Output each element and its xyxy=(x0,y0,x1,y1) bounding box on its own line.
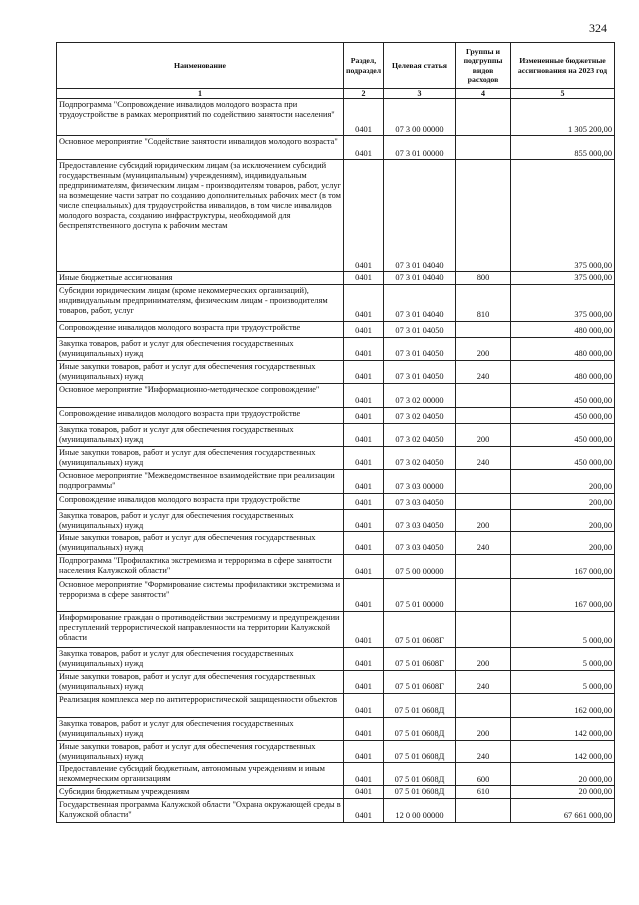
row-target-code: 07 5 01 0608Г xyxy=(384,648,456,671)
row-name: Основное мероприятие "Содействие занятости инвалидов молодого возраста" xyxy=(57,136,344,160)
header-group: Группы и подгруппы видов расходов xyxy=(456,43,511,89)
row-amount: 142 000,00 xyxy=(511,740,615,763)
row-section: 0401 xyxy=(344,799,384,823)
row-target-code: 07 3 01 04040 xyxy=(384,272,456,285)
header-number: 1 xyxy=(57,89,344,99)
table-row xyxy=(57,407,615,423)
row-name: Закупка товаров, работ и услуг для обеспечения государственных (муниципальных) нужд xyxy=(57,338,344,361)
row-expense-group: 200 xyxy=(456,717,511,740)
row-section: 0401 xyxy=(344,407,384,423)
row-expense-group xyxy=(456,383,511,407)
header-name: Наименование xyxy=(57,43,344,89)
row-expense-group: 200 xyxy=(456,338,511,361)
row-target-code: 07 3 01 04050 xyxy=(384,338,456,361)
table-row xyxy=(57,285,615,322)
row-name: Основное мероприятие "Формирование системы профилактики экстремизма и терроризма в сфере занятости" xyxy=(57,579,344,612)
row-target-code: 07 3 02 04050 xyxy=(384,407,456,423)
row-section: 0401 xyxy=(344,763,384,786)
row-target-code: 12 0 00 00000 xyxy=(384,799,456,823)
table-row xyxy=(57,160,615,272)
row-section: 0401 xyxy=(344,532,384,555)
row-expense-group: 240 xyxy=(456,446,511,469)
row-expense-group xyxy=(456,799,511,823)
row-section: 0401 xyxy=(344,612,384,648)
row-expense-group xyxy=(456,99,511,136)
row-amount: 167 000,00 xyxy=(511,579,615,612)
row-expense-group xyxy=(456,160,511,272)
table-row xyxy=(57,322,615,338)
row-amount: 200,00 xyxy=(511,509,615,532)
table-row xyxy=(57,383,615,407)
row-amount: 450 000,00 xyxy=(511,383,615,407)
row-name: Государственная программа Калужской области "Охрана окружающей среды в Калужской области" xyxy=(57,799,344,823)
row-target-code: 07 3 00 00000 xyxy=(384,99,456,136)
table-row xyxy=(57,272,615,285)
row-amount: 20 000,00 xyxy=(511,763,615,786)
table-row xyxy=(57,799,615,823)
row-section: 0401 xyxy=(344,446,384,469)
row-amount: 450 000,00 xyxy=(511,423,615,446)
row-expense-group: 810 xyxy=(456,285,511,322)
row-amount: 5 000,00 xyxy=(511,671,615,694)
table-row xyxy=(57,693,615,717)
row-name: Закупка товаров, работ и услуг для обеспечения государственных (муниципальных) нужд xyxy=(57,423,344,446)
row-expense-group: 800 xyxy=(456,272,511,285)
row-expense-group: 200 xyxy=(456,509,511,532)
row-expense-group: 610 xyxy=(456,786,511,799)
row-expense-group xyxy=(456,493,511,509)
table-row xyxy=(57,671,615,694)
row-name: Реализация комплекса мер по антитеррористической защищенности объектов xyxy=(57,693,344,717)
row-expense-group xyxy=(456,612,511,648)
row-expense-group xyxy=(456,579,511,612)
table-row xyxy=(57,579,615,612)
row-target-code: 07 3 02 04050 xyxy=(384,423,456,446)
row-expense-group xyxy=(456,693,511,717)
row-section: 0401 xyxy=(344,469,384,493)
row-name: Закупка товаров, работ и услуг для обеспечения государственных (муниципальных) нужд xyxy=(57,509,344,532)
row-amount: 450 000,00 xyxy=(511,446,615,469)
row-amount: 1 305 200,00 xyxy=(511,99,615,136)
row-name: Закупка товаров, работ и услуг для обеспечения государственных (муниципальных) нужд xyxy=(57,717,344,740)
table-row xyxy=(57,338,615,361)
table-row xyxy=(57,786,615,799)
table-row xyxy=(57,99,615,136)
row-section: 0401 xyxy=(344,285,384,322)
row-section: 0401 xyxy=(344,740,384,763)
header-number: 5 xyxy=(511,89,615,99)
row-target-code: 07 3 01 00000 xyxy=(384,136,456,160)
row-name: Иные закупки товаров, работ и услуг для обеспечения государственных (муниципальных) нужд xyxy=(57,532,344,555)
table-row xyxy=(57,763,615,786)
row-section: 0401 xyxy=(344,509,384,532)
row-section: 0401 xyxy=(344,693,384,717)
row-amount: 375 000,00 xyxy=(511,272,615,285)
table-row xyxy=(57,469,615,493)
row-section: 0401 xyxy=(344,160,384,272)
row-target-code: 07 3 02 00000 xyxy=(384,383,456,407)
row-target-code: 07 5 01 0608Д xyxy=(384,717,456,740)
row-name: Предоставление субсидий юридическим лицам (за исключением субсидий государственным (муниципальным) учреждениям), индивидуальным предпринимателям, физическим лицам - производителям товаров, работ, услуг на возмещение части затрат по созданию дополнительных рабочих мест (в том числе специальных) для трудоустройства инвалидов, в том числе инвалидов молодого возраста, созданию инфраструктуры, необходимой для беспрепятственного доступа к рабочим местам xyxy=(57,160,344,272)
row-expense-group: 200 xyxy=(456,648,511,671)
row-section: 0401 xyxy=(344,136,384,160)
table-row xyxy=(57,532,615,555)
row-section: 0401 xyxy=(344,338,384,361)
row-section: 0401 xyxy=(344,786,384,799)
row-target-code: 07 3 01 04040 xyxy=(384,160,456,272)
row-expense-group xyxy=(456,407,511,423)
row-section: 0401 xyxy=(344,322,384,338)
row-name: Основное мероприятие "Межведомственное взаимодействие при реализации подпрограммы" xyxy=(57,469,344,493)
row-target-code: 07 3 03 04050 xyxy=(384,493,456,509)
table-body xyxy=(57,99,615,823)
table-row xyxy=(57,446,615,469)
row-amount: 855 000,00 xyxy=(511,136,615,160)
header-number: 2 xyxy=(344,89,384,99)
row-target-code: 07 5 01 0608Д xyxy=(384,693,456,717)
row-name: Предоставление субсидий бюджетным, автономным учреждениям и иным некоммерческим организациям xyxy=(57,763,344,786)
row-expense-group: 600 xyxy=(456,763,511,786)
row-section: 0401 xyxy=(344,493,384,509)
row-target-code: 07 5 01 0608Д xyxy=(384,740,456,763)
table-row xyxy=(57,361,615,384)
row-amount: 20 000,00 xyxy=(511,786,615,799)
row-target-code: 07 3 03 00000 xyxy=(384,469,456,493)
row-target-code: 07 5 01 0608Д xyxy=(384,786,456,799)
row-name: Сопровождение инвалидов молодого возраста при трудоустройстве xyxy=(57,407,344,423)
table-row xyxy=(57,717,615,740)
row-amount: 142 000,00 xyxy=(511,717,615,740)
row-section: 0401 xyxy=(344,99,384,136)
table-row xyxy=(57,648,615,671)
page-number: 324 xyxy=(589,21,607,35)
row-amount: 200,00 xyxy=(511,532,615,555)
row-target-code: 07 5 01 00000 xyxy=(384,579,456,612)
row-expense-group xyxy=(456,555,511,579)
row-expense-group xyxy=(456,322,511,338)
row-target-code: 07 5 00 00000 xyxy=(384,555,456,579)
row-name: Основное мероприятие "Информационно-методическое сопровождение" xyxy=(57,383,344,407)
row-target-code: 07 5 01 0608Г xyxy=(384,612,456,648)
table-row xyxy=(57,136,615,160)
row-amount: 200,00 xyxy=(511,493,615,509)
table-row xyxy=(57,612,615,648)
row-section: 0401 xyxy=(344,272,384,285)
row-amount: 375 000,00 xyxy=(511,285,615,322)
row-name: Подпрограмма "Сопровождение инвалидов молодого возраста при трудоустройстве в рамках мероприятий по содействию занятости населения" xyxy=(57,99,344,136)
row-name: Иные закупки товаров, работ и услуг для обеспечения государственных (муниципальных) нужд xyxy=(57,671,344,694)
row-target-code: 07 5 01 0608Д xyxy=(384,763,456,786)
row-name: Субсидии бюджетным учреждениям xyxy=(57,786,344,799)
row-amount: 375 000,00 xyxy=(511,160,615,272)
budget-table xyxy=(56,42,615,823)
row-target-code: 07 5 01 0608Г xyxy=(384,671,456,694)
row-name: Сопровождение инвалидов молодого возраста при трудоустройстве xyxy=(57,322,344,338)
row-amount: 450 000,00 xyxy=(511,407,615,423)
row-target-code: 07 3 01 04050 xyxy=(384,322,456,338)
row-amount: 480 000,00 xyxy=(511,322,615,338)
row-name: Иные бюджетные ассигнования xyxy=(57,272,344,285)
row-expense-group: 200 xyxy=(456,423,511,446)
row-expense-group xyxy=(456,469,511,493)
table-row xyxy=(57,493,615,509)
row-name: Субсидии юридическим лицам (кроме некоммерческих организаций), индивидуальным предпринимателям, физическим лицам - производителям товаров, работ, услуг xyxy=(57,285,344,322)
row-amount: 5 000,00 xyxy=(511,612,615,648)
table-row xyxy=(57,423,615,446)
row-name: Закупка товаров, работ и услуг для обеспечения государственных (муниципальных) нужд xyxy=(57,648,344,671)
row-amount: 200,00 xyxy=(511,469,615,493)
row-expense-group: 240 xyxy=(456,361,511,384)
table-row xyxy=(57,509,615,532)
row-section: 0401 xyxy=(344,383,384,407)
row-section: 0401 xyxy=(344,555,384,579)
table-row xyxy=(57,555,615,579)
header-target: Целевая статья xyxy=(384,43,456,89)
row-section: 0401 xyxy=(344,423,384,446)
row-amount: 480 000,00 xyxy=(511,338,615,361)
row-name: Сопровождение инвалидов молодого возраста при трудоустройстве xyxy=(57,493,344,509)
header-number: 4 xyxy=(456,89,511,99)
header-section: Раздел, подраздел xyxy=(344,43,384,89)
row-amount: 5 000,00 xyxy=(511,648,615,671)
row-expense-group xyxy=(456,136,511,160)
row-amount: 67 661 000,00 xyxy=(511,799,615,823)
header-amount: Измененные бюджетные ассигнования на 2023 год xyxy=(511,43,615,89)
row-name: Подпрограмма "Профилактика экстремизма и терроризма в сфере занятости населения Калужской области" xyxy=(57,555,344,579)
row-amount: 167 000,00 xyxy=(511,555,615,579)
row-target-code: 07 3 02 04050 xyxy=(384,446,456,469)
row-name: Иные закупки товаров, работ и услуг для обеспечения государственных (муниципальных) нужд xyxy=(57,446,344,469)
row-expense-group: 240 xyxy=(456,532,511,555)
header-number: 3 xyxy=(384,89,456,99)
row-section: 0401 xyxy=(344,579,384,612)
row-target-code: 07 3 03 04050 xyxy=(384,532,456,555)
row-expense-group: 240 xyxy=(456,671,511,694)
row-section: 0401 xyxy=(344,671,384,694)
row-target-code: 07 3 01 04040 xyxy=(384,285,456,322)
row-name: Иные закупки товаров, работ и услуг для обеспечения государственных (муниципальных) нужд xyxy=(57,740,344,763)
row-target-code: 07 3 03 04050 xyxy=(384,509,456,532)
row-section: 0401 xyxy=(344,361,384,384)
row-target-code: 07 3 01 04050 xyxy=(384,361,456,384)
row-name: Информирование граждан о противодействии экстремизму и предупреждении преступлений террористической направленности на территории Калужской области xyxy=(57,612,344,648)
row-expense-group: 240 xyxy=(456,740,511,763)
row-amount: 480 000,00 xyxy=(511,361,615,384)
row-section: 0401 xyxy=(344,717,384,740)
row-name: Иные закупки товаров, работ и услуг для обеспечения государственных (муниципальных) нужд xyxy=(57,361,344,384)
table-row xyxy=(57,740,615,763)
row-amount: 162 000,00 xyxy=(511,693,615,717)
row-section: 0401 xyxy=(344,648,384,671)
